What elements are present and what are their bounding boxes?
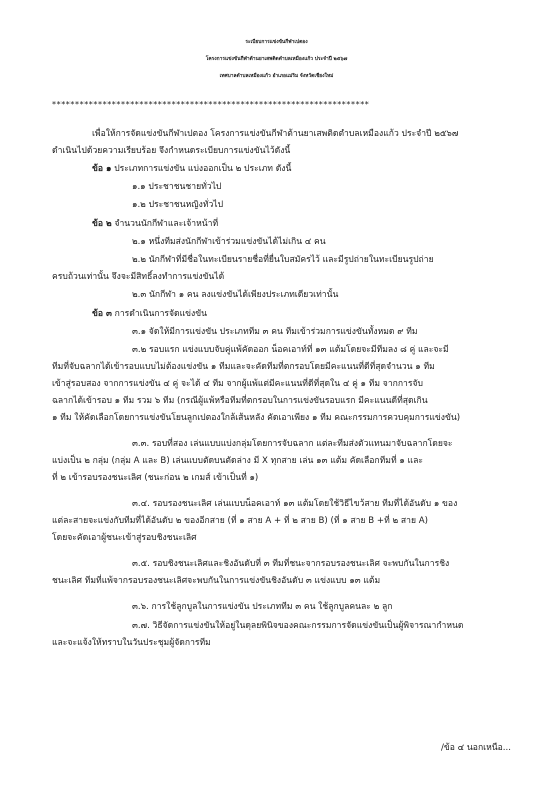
section-3-item-2-line-3: เข้าสู่รอบสอง จากการแข่งขัน ๔ คู่ จะได้ ๔ ทีม จากผู้แพ้แต่มีคะแนนที่ดีที่สุดใน ๔ คู่ ๑ ทีม จากการจับ <box>52 379 423 389</box>
section-3-item-7-line-1: ๓.๗. วิธีจัดการแข่งขันให้อยู่ในดุลยพินิจของคณะกรรมการจัดแข่งขันเป็นผู้พิจารณากำหนด <box>132 621 464 631</box>
section-3-item-7-line-2: และจะแจ้งให้ทราบในวันประชุมผู้จัดการทีม <box>52 638 211 648</box>
separator-line: ********************************************************************* <box>52 100 370 109</box>
section-3-item-3-line-2: แบ่งเป็น ๒ กลุ่ม (กลุ่ม A และ B) เล่นแบบตัดบนตัดล่าง มี X ทุกสาย เล่น ๑๓ แต้ม คัดเลือกทีมที่ ๑ และ <box>52 456 423 466</box>
section-3-text: การดำเนินการจัดแข่งขัน <box>114 309 207 319</box>
section-3-item-4-line-2: แต่ละสายจะแข่งกับทีมที่ได้อันดับ ๒ ของอีกสาย (ที่ ๑ สาย A + ที่ ๒ สาย B) (ที่ ๑ สาย B +ที่ ๒ สาย A) <box>52 516 428 526</box>
section-3-item-3-line-1: ๓.๓. รอบที่สอง เล่นแบบแบ่งกลุ่มโดยการจับฉลาก แต่ละทีมส่งตัวแทนมาจับฉลากโดยจะ <box>132 439 453 449</box>
section-3-item-2-line-5: ๑ ทีม ให้คัดเลือกโดยการแข่งขันโยนลูกเปตองใกล้เส้นหลัง คัดเอาเพียง ๑ ทีม คณะกรรมการควบคุมการแข่งขัน) <box>52 413 461 423</box>
section-1-item-2: ๑.๒ ประชาชนหญิงทั่วไป <box>132 200 224 210</box>
section-3-item-2-line-1: ๓.๒ รอบแรก แข่งแบบจับคู่แพ้คัดออก น็อคเอาท์ที่ ๑๓ แต้มโดยจะมีทีมลง ๘ คู่ และจะมี <box>132 345 449 355</box>
section-1-heading <box>92 163 291 175</box>
section-3-heading <box>92 308 207 320</box>
section-3-item-5-line-1: ๓.๕. รอบชิงชนะเลิศและชิงอันดับที่ ๓ ทีมที่ชนะจากรอบรองชนะเลิศ จะพบกันในการชิง <box>132 559 450 569</box>
section-2-item-2-line-2: ครบถ้วนเท่านั้น จึงจะมีสิทธิ์ลงทำการแข่งขันได้ <box>52 272 225 282</box>
section-3-number: ข้อ ๓ <box>92 309 112 319</box>
section-2-item-1: ๒.๑ หนึ่งทีมส่งนักกีฬาเข้าร่วมแข่งขันได้ไม่เกิน ๔ คน <box>132 237 326 247</box>
section-3-item-2-line-2: ทีมที่จับฉลากได้เข้ารอบแบบไม่ต้องแข่งขัน ๑ ทีมและจะคัดทีมที่ตกรอบโดยมีคะแนนที่ดีที่สุดจำนวน ๑ ทีม <box>52 362 435 372</box>
section-3-item-3-line-3: ที่ ๒ เข้ารอบรองชนะเลิศ (ชนะก่อน ๒ เกมส์ เข้าเป็นที่ ๑) <box>52 473 259 483</box>
section-3-item-4-line-3: โดยจะคัดเอาผู้ชนะเข้าสู่รอบชิงชนะเลิศ <box>52 533 197 543</box>
section-3-item-2-line-4: ฉลากได้เข้ารอบ ๑ ทีม รวม ๖ ทีม (กรณีผู้แพ้หรือทีมที่ตกรอบในการแข่งขันรอบแรก มีคะแนนดีที่สุดเกิน <box>52 396 428 406</box>
section-2-item-3: ๒.๓ นักกีฬา ๑ คน ลงแข่งขันได้เพียงประเภทเดียวเท่านั้น <box>132 290 339 300</box>
section-2-heading <box>92 218 218 230</box>
section-3-item-1: ๓.๑ จัดให้มีการแข่งขัน ประเภททีม ๓ คน ทีมเข้าร่วมการแข่งขันทั้งหมด ๙ ทีม <box>132 327 418 337</box>
organization-line: เทศบาลตำบลเหมืองแก้ว อำเภอแม่ริม จังหวัดเชียงใหม่ <box>219 73 334 79</box>
continuation-note: /ข้อ ๔ นอกเหนือ... <box>441 743 511 753</box>
intro-line-1: เพื่อให้การจัดแข่งขันกีฬาเปตอง โครงการแข่งขันกีฬาต้านยาเสพติดตำบลเหมืองแก้ว ประจำปี ๒๕๖๗ <box>92 129 459 139</box>
section-1-number: ข้อ ๑ <box>92 164 112 174</box>
section-2-item-2-line-1: ๒.๒ นักกีฬาที่มีชื่อในทะเบียนรายชื่อที่ยื่นใบสมัครไว้ และมีรูปถ่ายในทะเบียนรูปถ่าย <box>132 255 434 265</box>
intro-line-2: ดำเนินไปด้วยความเรียบร้อย จึงกำหนดระเบียบการแข่งขันไว้ดังนี้ <box>52 146 291 156</box>
section-2-text: จำนวนนักกีฬาและเจ้าหน้าที่ <box>114 219 219 229</box>
section-1-text: ประเภทการแข่งขัน แบ่งออกเป็น ๒ ประเภท ดังนี้ <box>114 164 292 174</box>
project-title: โครงการแข่งขันกีฬาต้านยาเสพติดตำบลเหมืองแก้ว ประจำปี ๒๕๖๗ <box>205 56 348 62</box>
section-3-item-4-line-1: ๓.๔. รอบรองชนะเลิศ เล่นแบบน็อคเอาท์ ๑๓ แต้มโดยใช้วิธีไขว้สาย ทีมที่ได้อันดับ ๑ ของ <box>132 499 458 509</box>
section-2-number: ข้อ ๒ <box>92 219 112 229</box>
document-title: ระเบียบการแข่งขันกีฬาเปตอง <box>245 39 308 45</box>
section-3-item-5-line-2: ชนะเลิศ ทีมที่แพ้จากรอบรองชนะเลิศจะพบกันในการแข่งขันชิงอันดับ ๓ แข่งแบบ ๑๓ แต้ม <box>52 576 381 586</box>
section-3-item-6: ๓.๖. การใช้ลูกบูลในการแข่งขัน ประเภททีม ๓ คน ใช้ลูกบูลคนละ ๒ ลูก <box>132 602 393 612</box>
section-1-item-1: ๑.๑ ประชาชนชายทั่วไป <box>132 182 222 192</box>
